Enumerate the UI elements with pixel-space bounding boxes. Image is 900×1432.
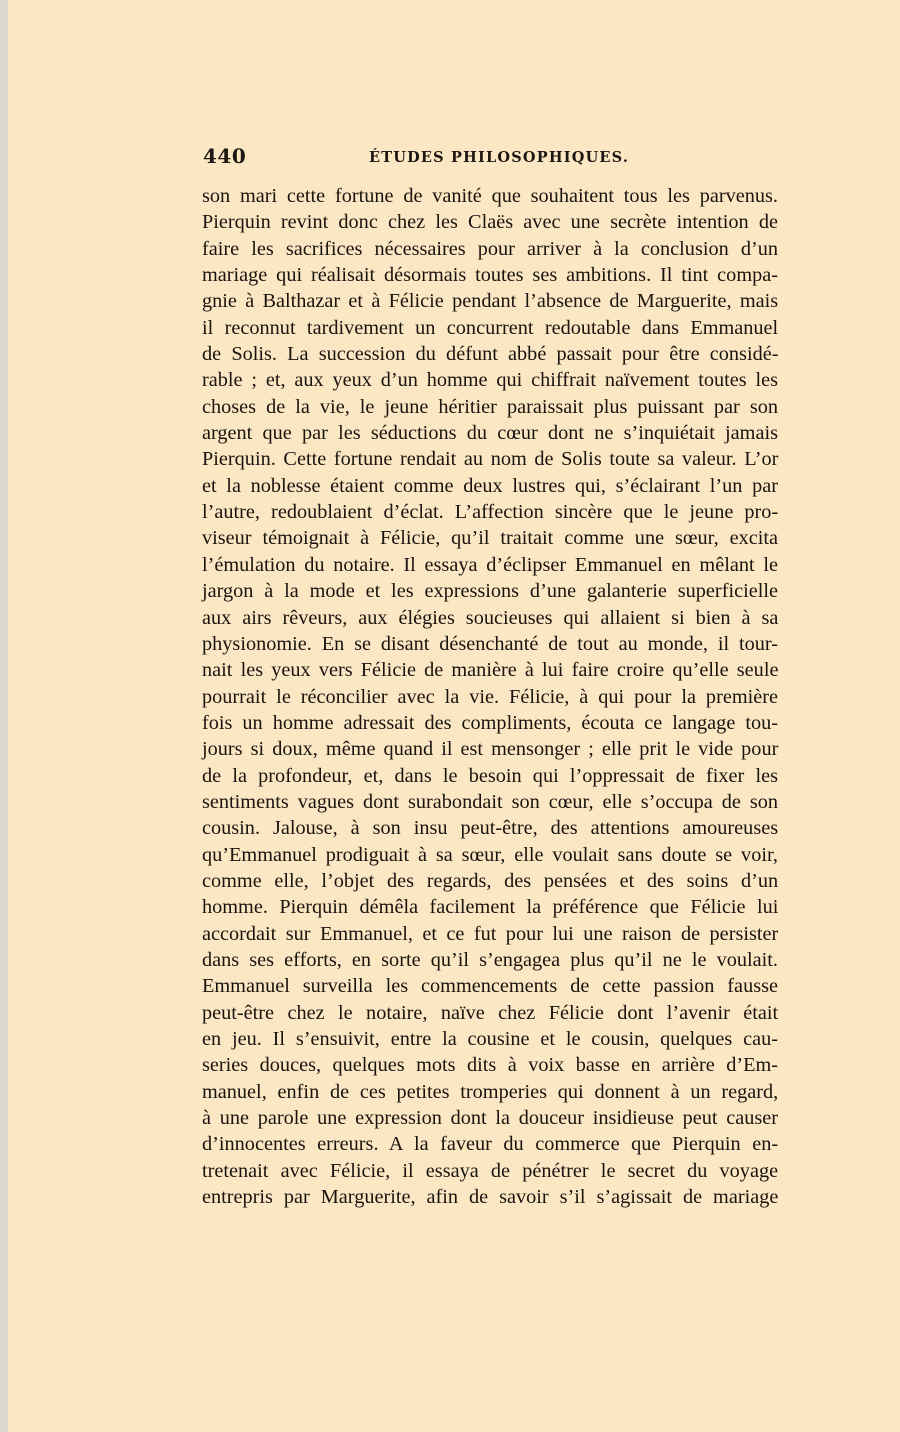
page-number: 440 — [203, 144, 247, 168]
text-line: accordait sur Emmanuel, et ce fut pour lui une raison de persister — [202, 922, 779, 945]
text-line: jours si doux, même quand il est mensonger ; elle prit le vide pour — [202, 738, 779, 761]
text-line: physionomie. En se disant désenchanté de tout au monde, il tour- — [202, 632, 778, 655]
text-line: tretenait avec Félicie, il essaya de pénétrer le secret du voyage — [202, 1159, 779, 1182]
text-line: rable ; et, aux yeux d’un homme qui chiffrait naïvement toutes les — [202, 369, 778, 392]
text-line: viseur témoignait à Félicie, qu’il traitait comme une sœur, excita — [202, 527, 778, 550]
text-line: sentiments vagues dont surabondait son cœur, elle s’occupa de son — [202, 790, 779, 813]
text-line: Emmanuel surveilla les commencements de cette passion fausse — [202, 975, 778, 998]
text-line: manuel, enfin de ces petites tromperies qui donnent à un regard, — [202, 1080, 779, 1103]
running-title: ÉTUDES PHILOSOPHIQUES. — [369, 149, 630, 166]
text-line: gnie à Balthazar et à Félicie pendant l’absence de Marguerite, mais — [202, 290, 779, 313]
text-line: mariage qui réalisait désormais toutes ses ambitions. Il tint compa- — [202, 264, 778, 287]
text-line: pourrait le réconcilier avec la vie. Félicie, à qui pour la première — [202, 685, 778, 708]
text-line: aux airs rêveurs, aux élégies soucieuses qui allaient si bien à sa — [202, 606, 779, 629]
text-line: dans ses efforts, en sorte qu’il s’engagea plus qu’il ne le voulait. — [202, 948, 778, 971]
text-line: qu’Emmanuel prodiguait à sa sœur, elle voulait sans doute se voir, — [202, 843, 778, 866]
text-line: Pierquin revint donc chez les Claës avec une secrète intention de — [202, 211, 778, 234]
text-line: à une parole une expression dont la douceur insidieuse peut causer — [202, 1107, 778, 1130]
text-line: faire les sacrifices nécessaires pour arriver à la conclusion d’un — [202, 237, 778, 260]
text-line: argent que par les séductions du cœur dont ne s’inquiétait jamais — [202, 422, 778, 445]
text-line: et la noblesse étaient comme deux lustres qui, s’éclairant l’un par — [202, 474, 778, 497]
text-line: comme elle, l’objet des regards, des pensées et des soins d’un — [202, 869, 779, 892]
text-line: son mari cette fortune de vanité que souhaitent tous les parvenus. — [202, 185, 778, 207]
text-line: peut-être chez le notaire, naïve chez Félicie dont l’avenir était — [202, 1001, 779, 1024]
body-text — [202, 183, 778, 1210]
text-line: d’innocentes erreurs. A la faveur du commerce que Pierquin en- — [202, 1133, 779, 1156]
text-line: cousin. Jalouse, à son insu peut-être, des attentions amoureuses — [202, 817, 779, 840]
text-line: nait les yeux vers Félicie de manière à lui faire croire qu’elle seule — [202, 659, 779, 682]
text-line: Pierquin. Cette fortune rendait au nom de Solis toute sa valeur. L’or — [202, 448, 779, 471]
text-line: il reconnut tardivement un concurrent redoutable dans Emmanuel — [202, 316, 779, 339]
text-line: jargon à la mode et les expressions d’une galanterie superficielle — [202, 580, 778, 603]
text-line: series douces, quelques mots dits à voix basse en arrière d’Em- — [202, 1054, 778, 1077]
text-line: l’émulation du notaire. Il essaya d’éclipser Emmanuel en mêlant le — [202, 553, 778, 576]
text-line: en jeu. Il s’ensuivit, entre la cousine et le cousin, quelques cau- — [202, 1028, 778, 1050]
text-line: de la profondeur, et, dans le besoin qui l’oppressait de fixer les — [202, 764, 778, 787]
text-line: fois un homme adressait des compliments, écouta ce langage tou- — [202, 711, 778, 734]
running-head — [203, 144, 778, 174]
text-line: l’autre, redoublaient d’éclat. L’affection sincère que le jeune pro- — [202, 501, 779, 524]
scan-left-margin-strip — [0, 0, 8, 1432]
text-line: entrepris par Marguerite, afin de savoir s’il s’agissait de mariage — [202, 1186, 779, 1209]
text-line: choses de la vie, le jeune héritier paraissait plus puissant par son — [202, 395, 778, 418]
text-line: de Solis. La succession du défunt abbé passait pour être considé- — [202, 343, 779, 366]
text-line: homme. Pierquin démêla facilement la préférence que Félicie lui — [202, 896, 779, 919]
